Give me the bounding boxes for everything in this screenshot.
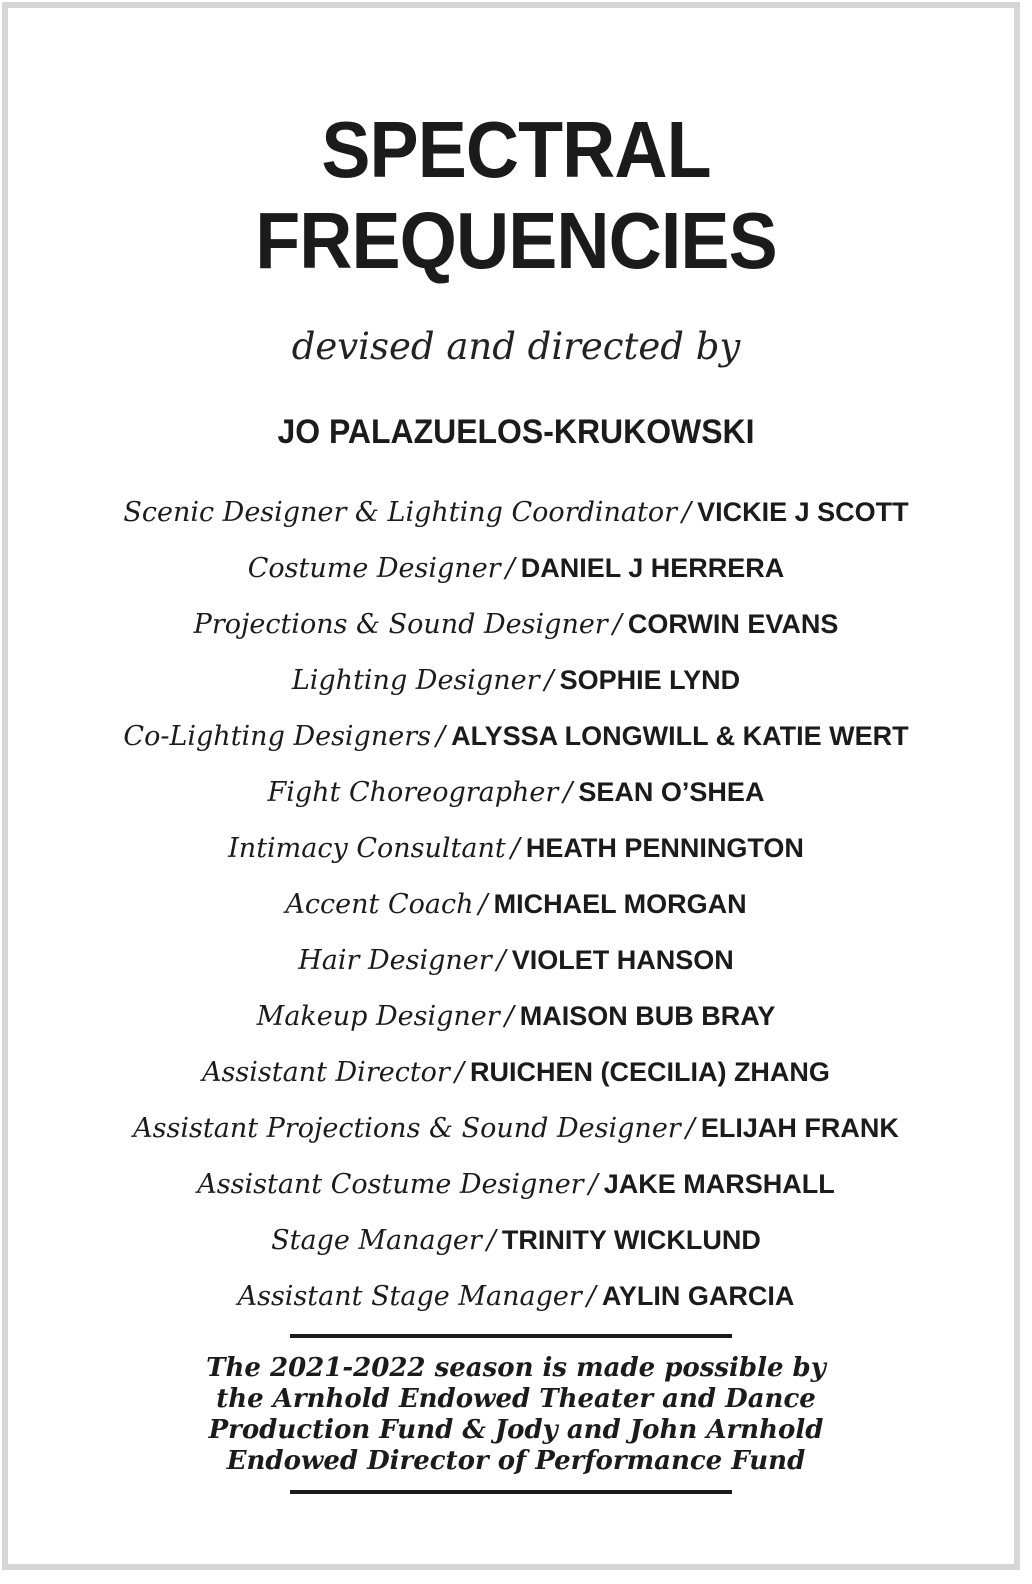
credit-row <box>0 767 1032 823</box>
funding-line: the Arnhold Endowed Theater and Dance <box>216 1384 816 1414</box>
credit-row <box>0 823 1032 879</box>
credit-separator: / <box>454 1057 464 1088</box>
credit-row <box>0 879 1032 935</box>
credit-name: JAKE MARSHALL <box>603 1169 835 1199</box>
funding-acknowledgement <box>160 1353 872 1477</box>
divider-bottom <box>290 1490 732 1494</box>
divider-top <box>290 1334 732 1338</box>
credits-list <box>0 487 1032 1327</box>
credit-row <box>0 543 1032 599</box>
funding-line: The 2021-2022 season is made possible by <box>206 1353 826 1383</box>
credit-role: Lighting Designer <box>291 665 540 696</box>
credit-name: AYLIN GARCIA <box>601 1281 795 1311</box>
credit-row <box>0 935 1032 991</box>
credit-separator: / <box>612 609 622 640</box>
credit-separator: / <box>496 945 506 976</box>
credit-separator: / <box>435 721 446 752</box>
credit-row <box>0 1103 1032 1159</box>
credit-name: MICHAEL MORGAN <box>493 889 747 919</box>
credit-separator: / <box>588 1169 598 1200</box>
credit-separator: / <box>682 497 692 528</box>
show-title-line-1: SPECTRAL <box>321 105 711 194</box>
credit-row <box>0 599 1032 655</box>
credit-row <box>0 991 1032 1047</box>
credit-name: SOPHIE LYND <box>559 665 741 695</box>
credit-row <box>0 1159 1032 1215</box>
credit-role: Co-Lighting Designers <box>123 721 431 752</box>
credit-separator: / <box>563 777 573 808</box>
credit-name: ELIJAH FRANK <box>700 1113 899 1143</box>
credit-name: HEATH PENNINGTON <box>525 833 804 863</box>
credit-name: MAISON BUB BRAY <box>519 1001 776 1031</box>
credit-role: Intimacy Consultant <box>228 833 506 864</box>
credit-name: VICKIE J SCOTT <box>697 497 909 527</box>
credit-separator: / <box>586 1281 596 1312</box>
credit-name: CORWIN EVANS <box>627 609 839 639</box>
credit-role: Assistant Director <box>202 1057 450 1088</box>
funding-line: Endowed Director of Performance Fund <box>226 1446 806 1476</box>
credit-row <box>0 655 1032 711</box>
credit-role: Accent Coach <box>285 889 474 920</box>
subtitle: devised and directed by <box>291 325 741 368</box>
credit-separator: / <box>510 833 520 864</box>
show-title-line-2: FREQUENCIES <box>255 196 777 285</box>
director-name: JO PALAZUELOS-KRUKOWSKI <box>277 413 755 451</box>
credit-name: DANIEL J HERRERA <box>520 553 785 583</box>
credit-name: SEAN O’SHEA <box>578 777 765 807</box>
credit-separator: / <box>504 1001 514 1032</box>
credit-row <box>0 1047 1032 1103</box>
credit-separator: / <box>478 889 488 920</box>
credit-separator: / <box>685 1113 695 1144</box>
credit-separator: / <box>544 665 554 696</box>
credit-row <box>0 1271 1032 1327</box>
credit-role: Assistant Projections & Sound Designer <box>133 1113 681 1144</box>
funding-line: Production Fund & Jody and John Arnhold <box>208 1415 824 1445</box>
credit-role: Assistant Stage Manager <box>237 1281 582 1312</box>
credit-role: Assistant Costume Designer <box>197 1169 584 1200</box>
credit-role: Makeup Designer <box>256 1001 500 1032</box>
credit-separator: / <box>486 1225 496 1256</box>
credit-role: Stage Manager <box>271 1225 482 1256</box>
credit-row <box>0 487 1032 543</box>
credit-name: ALYSSA LONGWILL & KATIE WERT <box>451 721 909 751</box>
credit-role: Hair Designer <box>298 945 492 976</box>
credit-role: Fight Choreographer <box>267 777 559 808</box>
credit-row <box>0 711 1032 767</box>
credit-name: RUICHEN (CECILIA) ZHANG <box>469 1057 830 1087</box>
credit-name: VIOLET HANSON <box>511 945 734 975</box>
credit-role: Scenic Designer & Lighting Coordinator <box>123 497 678 528</box>
credit-name: TRINITY WICKLUND <box>501 1225 761 1255</box>
credit-role: Costume Designer <box>247 553 501 584</box>
credit-row <box>0 1215 1032 1271</box>
credit-role: Projections & Sound Designer <box>193 609 608 640</box>
credit-separator: / <box>505 553 515 584</box>
